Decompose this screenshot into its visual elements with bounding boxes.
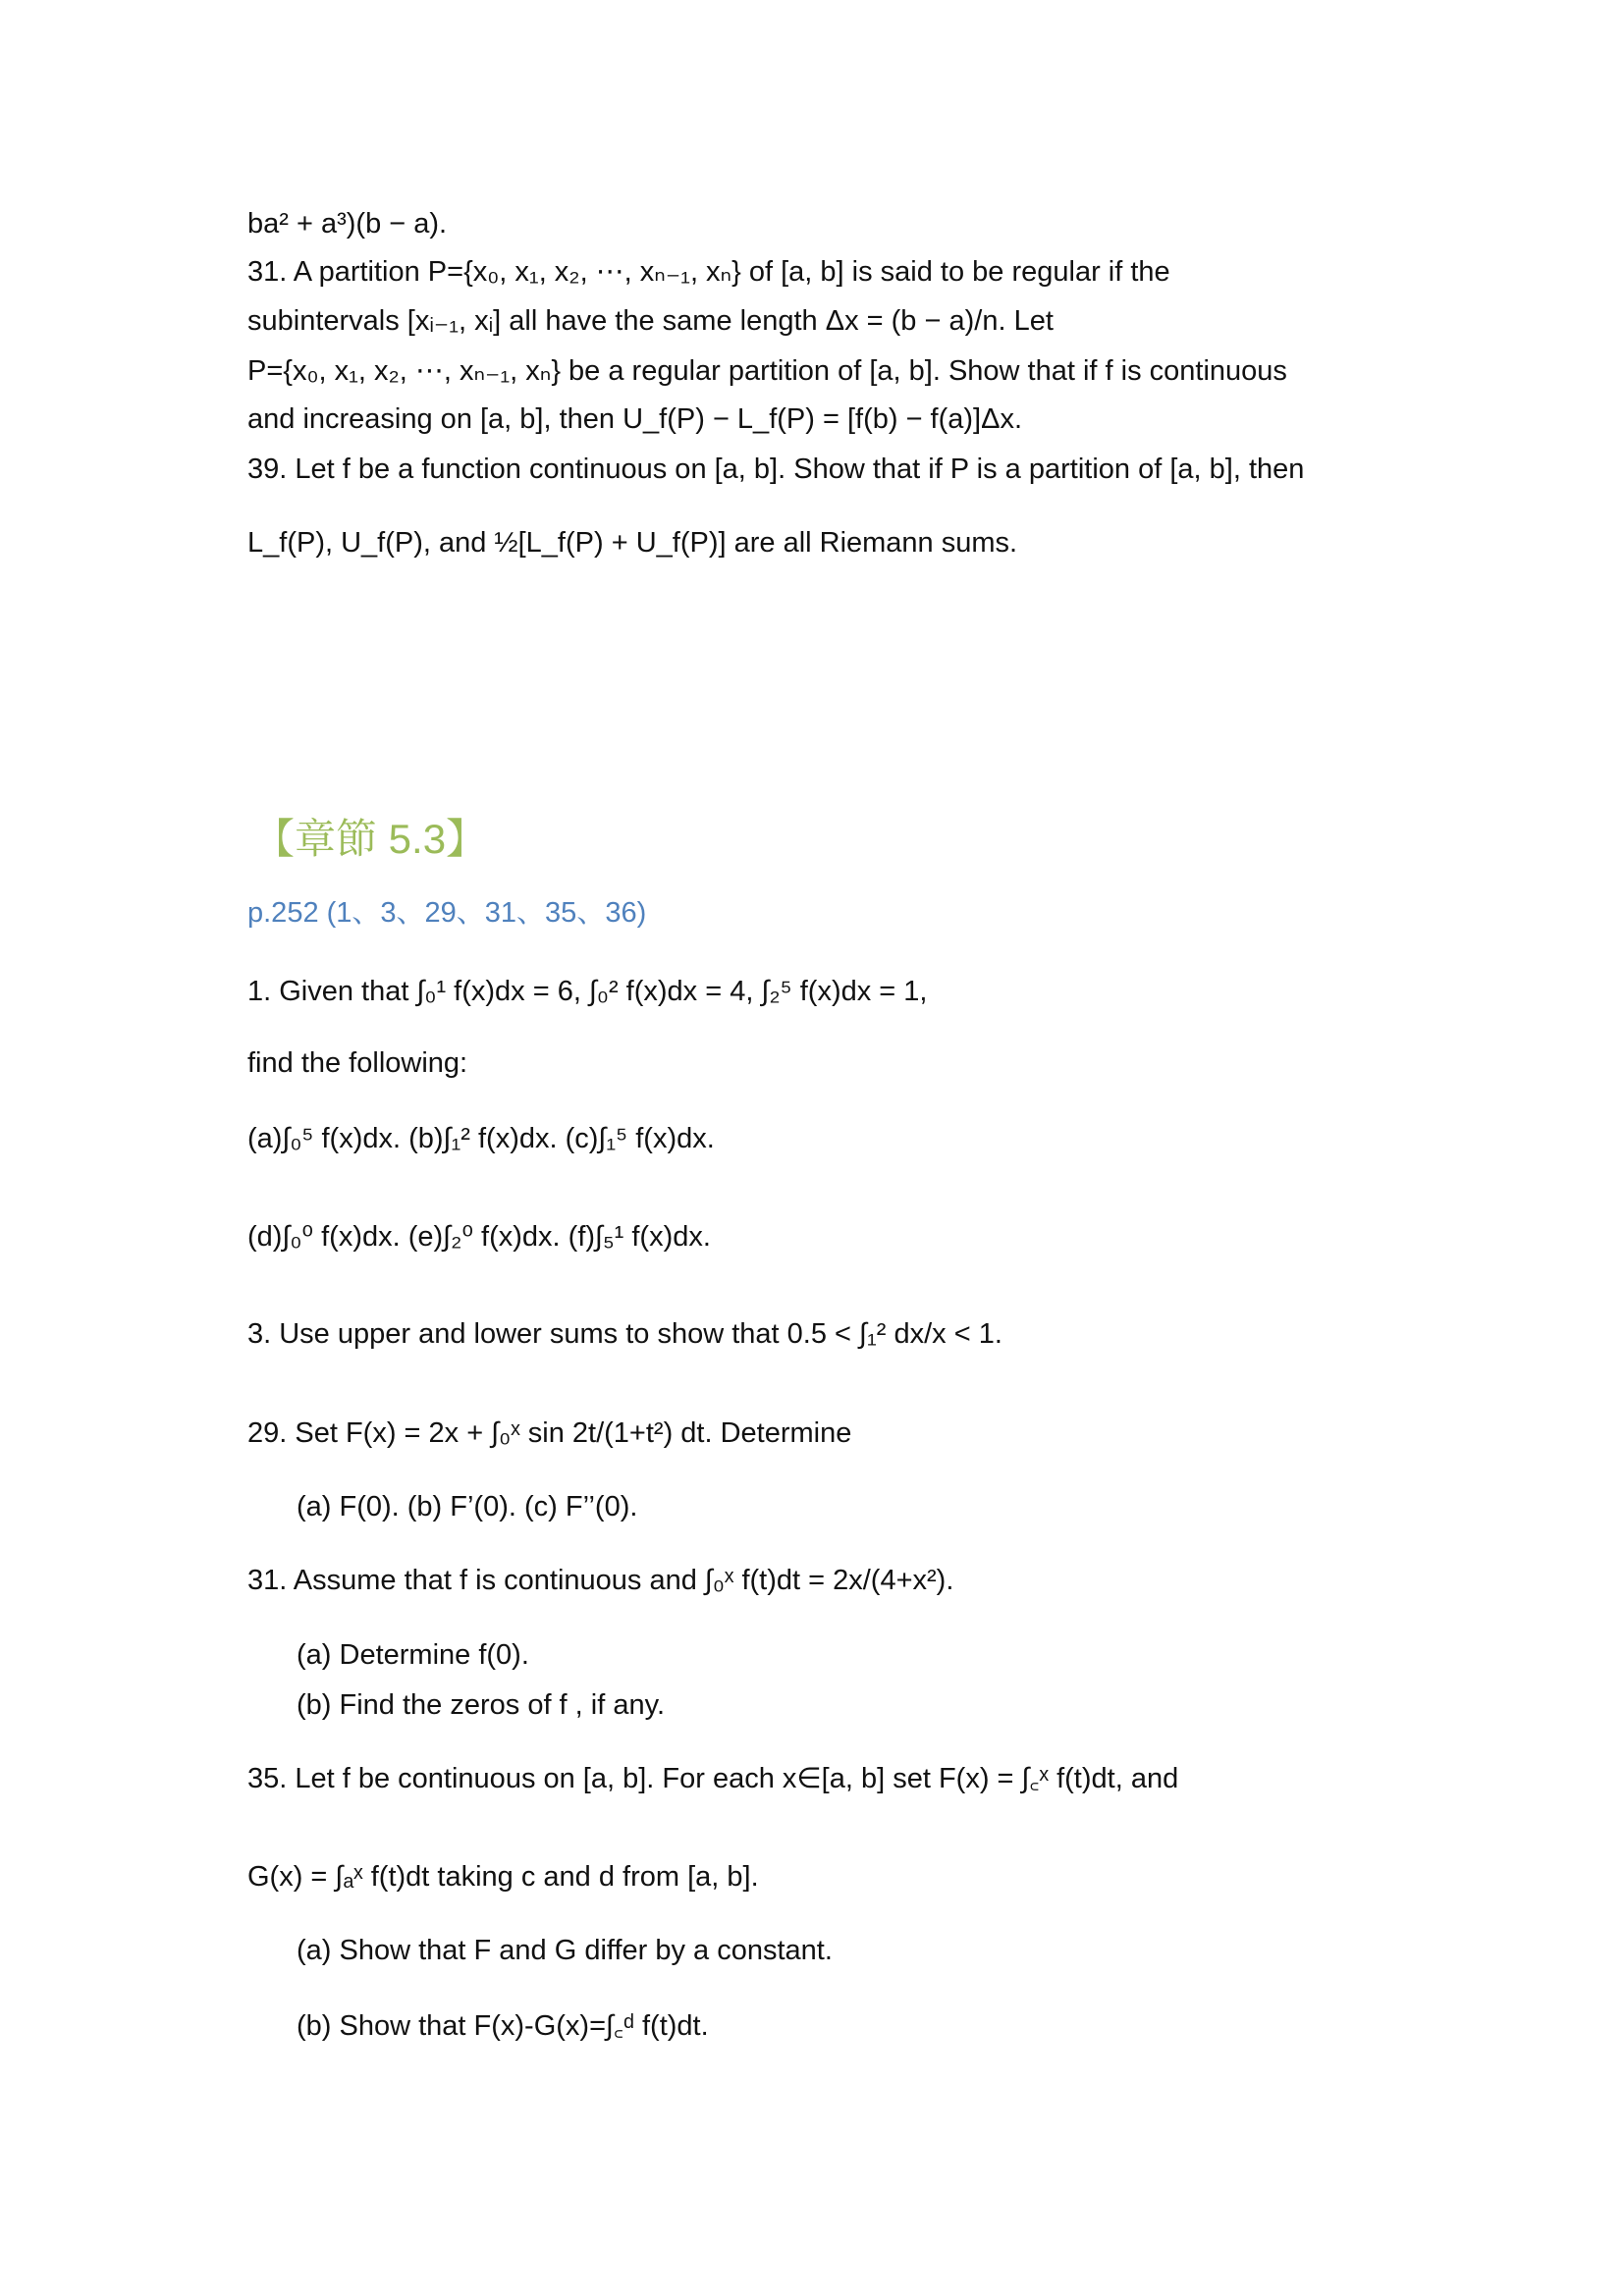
problem-1: 1. Given that ∫₀¹ f(x)dx = 6, ∫₀² f(x)dx = 4, ∫₂⁵ f(x)dx = 1, xyxy=(247,976,928,1007)
page-reference: p.252 (1、3、29、31、35、36) xyxy=(247,897,647,929)
problem-35-line2: G(x) = ∫ₐˣ f(t)dt taking c and d from [a, b]. xyxy=(247,1861,759,1893)
problem-31-line3: P={x₀, x₁, x₂, ⋯, xₙ₋₁, xₙ} be a regular partition of [a, b]. Show that if f is continuous xyxy=(247,355,1287,387)
problem-35-part-a: (a) Show that F and G differ by a constant. xyxy=(297,1935,833,1966)
problem-31: 31. Assume that f is continuous and ∫₀ˣ f(t)dt = 2x/(4+x²). xyxy=(247,1565,954,1596)
problem-31-line2: subintervals [xᵢ₋₁, xᵢ] all have the same length Δx = (b − a)/n. Let xyxy=(247,305,1054,337)
problem-31-line1: 31. A partition P={x₀, x₁, x₂, ⋯, xₙ₋₁, xₙ} of [a, b] is said to be regular if the xyxy=(247,256,1170,288)
problem-35: 35. Let f be continuous on [a, b]. For each x∈[a, b] set F(x) = ∫꜀ˣ f(t)dt, and xyxy=(247,1763,1179,1794)
problem-1-instruction: find the following: xyxy=(247,1047,468,1079)
problem-39-line2: L_f(P), U_f(P), and ½[L_f(P) + U_f(P)] are all Riemann sums. xyxy=(247,527,1018,559)
section-heading: 【章節 5.3】 xyxy=(253,816,488,862)
text-line: ba² + a³)(b − a). xyxy=(247,208,448,240)
problem-1-parts-abc: (a)∫₀⁵ f(x)dx. (b)∫₁² f(x)dx. (c)∫₁⁵ f(x)dx. xyxy=(247,1123,715,1154)
problem-1-parts-def: (d)∫₀⁰ f(x)dx. (e)∫₂⁰ f(x)dx. (f)∫₅¹ f(x)dx. xyxy=(247,1221,711,1253)
problem-39-line1: 39. Let f be a function continuous on [a, b]. Show that if P is a partition of [a, b], then xyxy=(247,454,1305,485)
problem-31-part-b: (b) Find the zeros of f , if any. xyxy=(297,1689,666,1721)
problem-29-parts: (a) F(0). (b) F’(0). (c) F’’(0). xyxy=(297,1491,638,1522)
problem-29: 29. Set F(x) = 2x + ∫₀ˣ sin 2t/(1+t²) dt. Determine xyxy=(247,1417,852,1449)
problem-31-line4: and increasing on [a, b], then U_f(P) − L_f(P) = [f(b) − f(a)]Δx. xyxy=(247,403,1023,435)
problem-3: 3. Use upper and lower sums to show that 0.5 < ∫₁² dx/x < 1. xyxy=(247,1318,1002,1350)
problem-31-part-a: (a) Determine f(0). xyxy=(297,1639,529,1671)
problem-35-part-b: (b) Show that F(x)-G(x)=∫꜀ᵈ f(t)dt. xyxy=(297,2010,709,2042)
